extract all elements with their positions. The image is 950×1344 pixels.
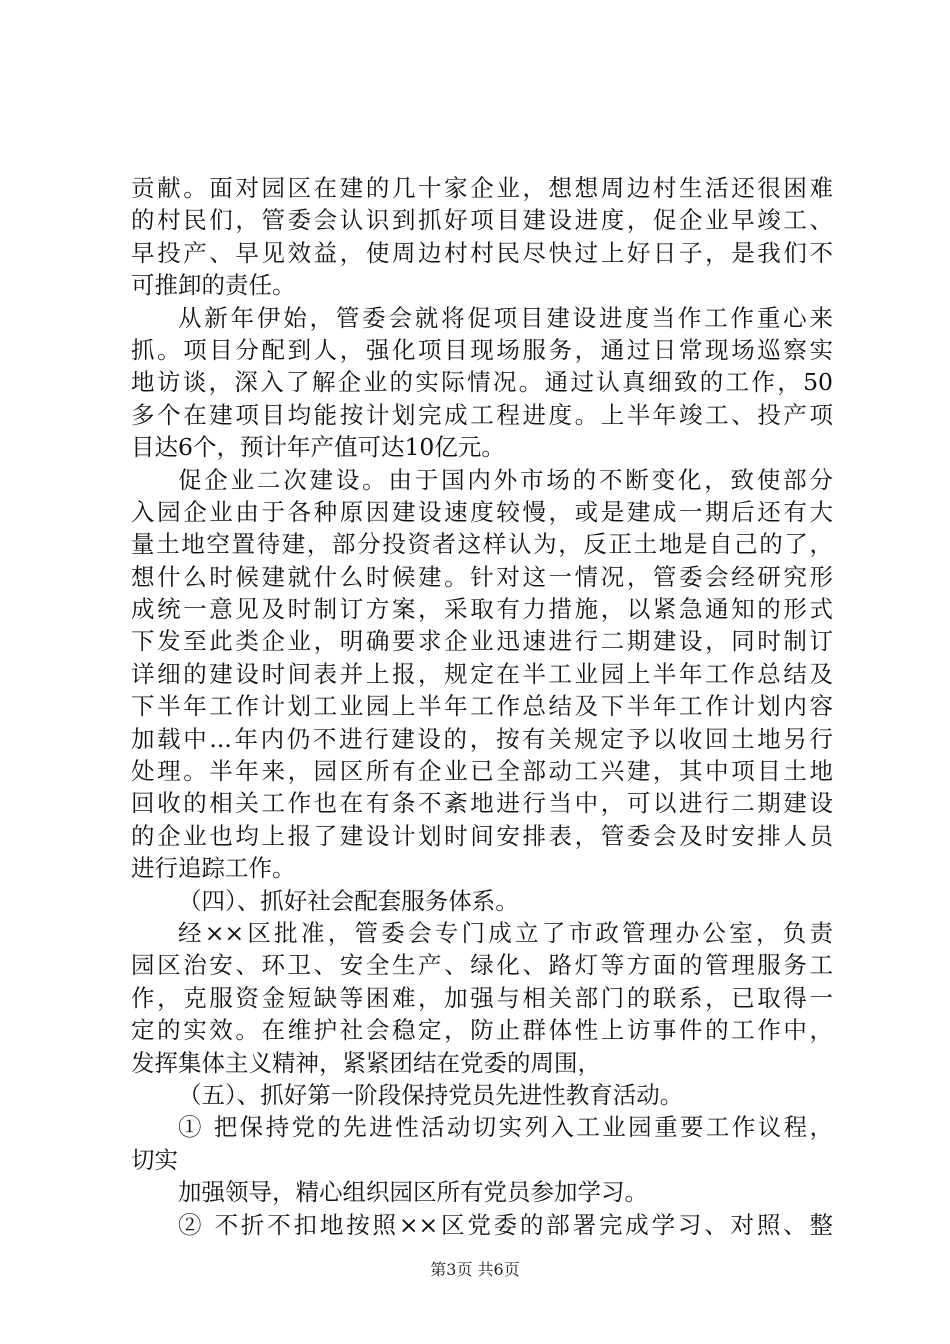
text-line: 园区治安、环卫、安全生产、绿化、路灯等方面的管理服务工 xyxy=(131,951,833,980)
text-line: 下半年工作计划工业园上半年工作总结及下半年工作计划内容 xyxy=(131,692,833,721)
document-body xyxy=(131,172,833,1241)
text-line: 多个在建项目均能按计划完成工程进度。上半年竣工、投产项 xyxy=(131,400,833,429)
text-line: 可推卸的责任。 xyxy=(131,271,296,300)
text-line: 切实 xyxy=(131,1145,178,1174)
text-line: 想什么时候建就什么时候建。针对这一情况，管委会经研究形 xyxy=(131,562,833,591)
text-line: 定的实效。在维护社会稳定，防止群体性上访事件的工作中， xyxy=(131,1016,833,1045)
text-line: 促企业二次建设。由于国内外市场的不断变化，致使部分 xyxy=(178,465,833,494)
text-line: 发挥集体主义精神，紧紧团结在党委的周围， xyxy=(131,1048,601,1077)
section-heading: （四）、抓好社会配套服务体系。 xyxy=(178,886,519,915)
section-heading: （五）、抓好第一阶段保持党员先进性教育活动。 xyxy=(178,1080,684,1109)
text-line: 经××区批准，管委会专门成立了市政管理办公室，负责 xyxy=(178,918,833,947)
text-line: 从新年伊始，管委会就将促项目建设进度当作工作重心来 xyxy=(178,303,833,332)
text-line: 量土地空置待建，部分投资者这样认为，反正土地是自己的了， xyxy=(131,530,833,559)
list-item: ② 不折不扣地按照××区党委的部署完成学习、对照、整 xyxy=(178,1210,833,1239)
text-line: 处理。半年来，园区所有企业已全部动工兴建，其中项目土地 xyxy=(131,757,833,786)
text-line: 抓。项目分配到人，强化项目现场服务，通过日常现场巡察实 xyxy=(131,335,833,364)
text-line: 成统一意见及时制订方案，采取有力措施，以紧急通知的形式 xyxy=(131,595,833,624)
page-number-footer: 第3页 共6页 xyxy=(430,1260,520,1279)
list-item: ① 把保持党的先进性活动切实列入工业园重要工作议程， xyxy=(178,1113,833,1142)
text-line: 地访谈，深入了解企业的实际情况。通过认真细致的工作，50 xyxy=(131,368,833,397)
text-line: 目达6个，预计年产值可达10亿元。 xyxy=(131,433,505,462)
text-line: 的企业也均上报了建设计划时间安排表，管委会及时安排人员 xyxy=(131,821,833,850)
text-line: 的村民们，管委会认识到抓好项目建设进度，促企业早竣工、 xyxy=(131,206,833,235)
text-line: 早投产、早见效益，使周边村村民尽快过上好日子，是我们不 xyxy=(131,238,833,267)
text-line: 下发至此类企业，明确要求企业迅速进行二期建设，同时制订 xyxy=(131,627,833,656)
text-line: 加载中...年内仍不进行建设的，按有关规定予以收回土地另行 xyxy=(131,724,833,753)
text-line: 进行追踪工作。 xyxy=(131,854,296,883)
text-line: 入园企业由于各种原因建设速度较慢，或是建成一期后还有大 xyxy=(131,497,833,526)
text-line: 详细的建设时间表并上报，规定在半工业园上半年工作总结及 xyxy=(131,659,833,688)
text-line: 回收的相关工作也在有条不紊地进行当中，可以进行二期建设 xyxy=(131,789,833,818)
text-line: 加强领导，精心组织园区所有党员参加学习。 xyxy=(178,1178,648,1207)
text-line: 贡献。面对园区在建的几十家企业，想想周边村生活还很困难 xyxy=(131,174,833,202)
text-line: 作，克服资金短缺等困难，加强与相关部门的联系，已取得一 xyxy=(131,983,833,1012)
